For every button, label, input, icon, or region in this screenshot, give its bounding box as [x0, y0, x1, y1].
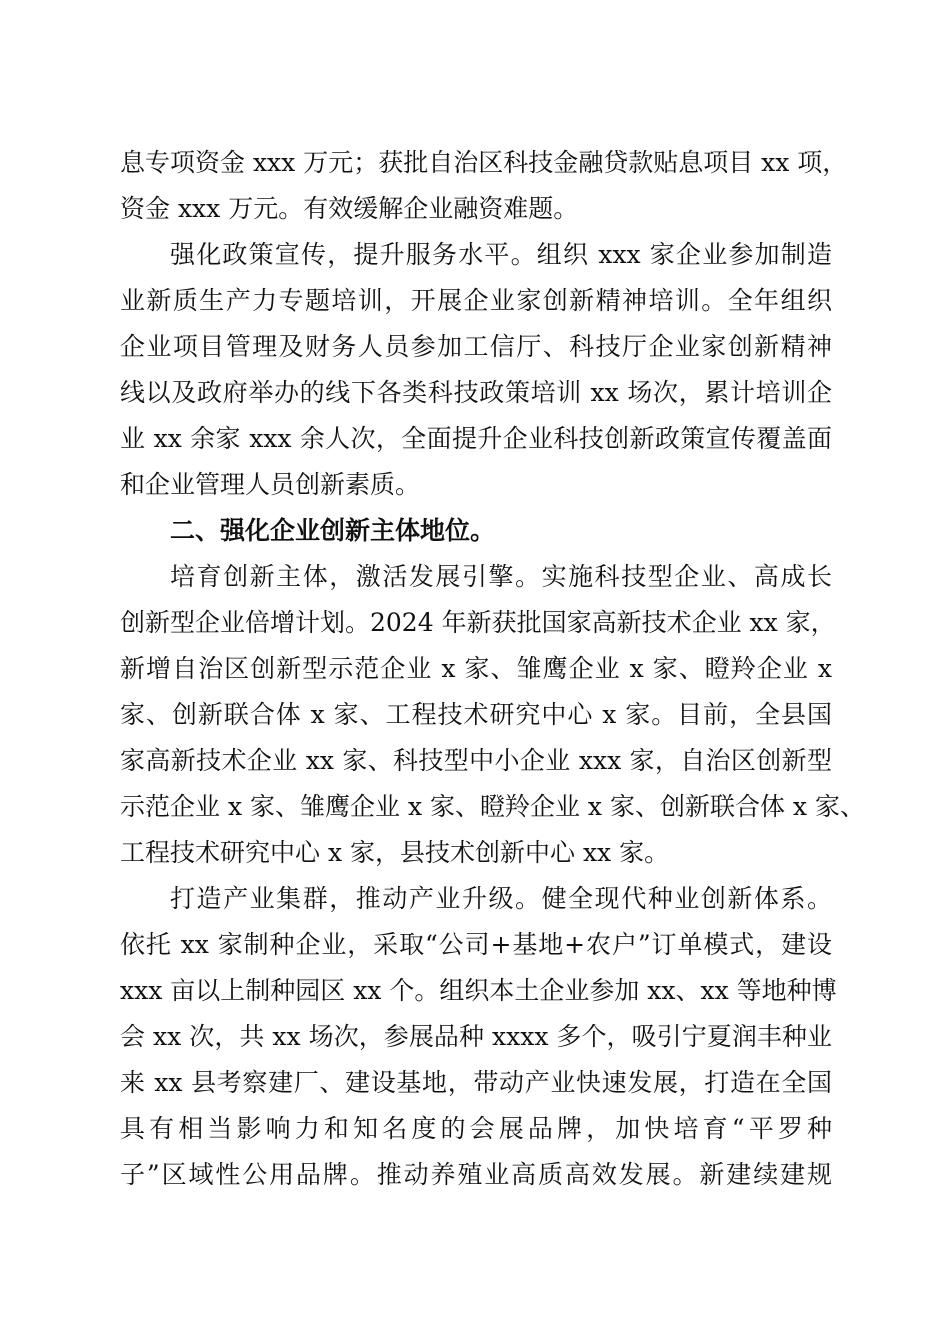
text-line: 线以及政府举办的线下各类科技政策培训 xx 场次，累计培训企 [120, 378, 832, 407]
text-line: 依托 xx 家制种企业，采取“公司+基地+农户”订单模式，建设 [120, 930, 832, 959]
text-line: 创新型企业倍增计划。2024 年新获批国家高新技术企业 xx 家， [120, 608, 836, 637]
text-line: 资金 xxx 万元。有效缓解企业融资难题。 [120, 194, 579, 223]
text-line: 新增自治区创新型示范企业 x 家、雏鹰企业 x 家、瞪羚企业 x [120, 654, 832, 683]
text-line: 业新质生产力专题培训，开展企业家创新精神培训。全年组织 [120, 286, 832, 315]
paragraph-first-line: 强化政策宣传，提升服务水平。组织 xxx 家企业参加制造 [170, 240, 832, 269]
text-line: xxx 亩以上制种园区 xx 个。组织本土企业参加 xx、xx 等地种博 [120, 976, 837, 1005]
text-line: 会 xx 次，共 xx 场次，参展品种 xxxx 多个，吸引宁夏润丰种业 [120, 1022, 832, 1051]
text-line: 子”区域性公用品牌。推动养殖业高质高效发展。新建续建规 [120, 1160, 832, 1189]
text-line: 业 xx 余家 xxx 余人次，全面提升企业科技创新政策宣传覆盖面 [120, 424, 832, 453]
paragraph-first-line: 打造产业集群，推动产业升级。健全现代种业创新体系。 [170, 884, 832, 913]
text-line: 家高新技术企业 xx 家、科技型中小企业 xxx 家，自治区创新型 [120, 746, 832, 775]
text-line: 家、创新联合体 x 家、工程技术研究中心 x 家。目前，全县国 [120, 700, 832, 729]
text-line: 和企业管理人员创新素质。 [120, 470, 421, 499]
section-heading: 二、强化企业创新主体地位。 [170, 516, 496, 545]
text-line: 息专项资金 xxx 万元；获批自治区科技金融贷款贴息项目 xx 项， [120, 148, 848, 177]
text-line: 具有相当影响力和知名度的会展品牌，加快培育“平罗种 [120, 1114, 832, 1143]
text-line: 示范企业 x 家、雏鹰企业 x 家、瞪羚企业 x 家、创新联合体 x 家、 [120, 792, 865, 821]
text-line: 企业项目管理及财务人员参加工信厅、科技厅企业家创新精神 [120, 332, 832, 361]
text-line: 工程技术研究中心 x 家，县技术创新中心 xx 家。 [120, 838, 670, 867]
text-line: 来 xx 县考察建厂、建设基地，带动产业快速发展，打造在全国 [120, 1068, 832, 1097]
paragraph-first-line: 培育创新主体，激活发展引擎。实施科技型企业、高成长 [170, 562, 832, 591]
